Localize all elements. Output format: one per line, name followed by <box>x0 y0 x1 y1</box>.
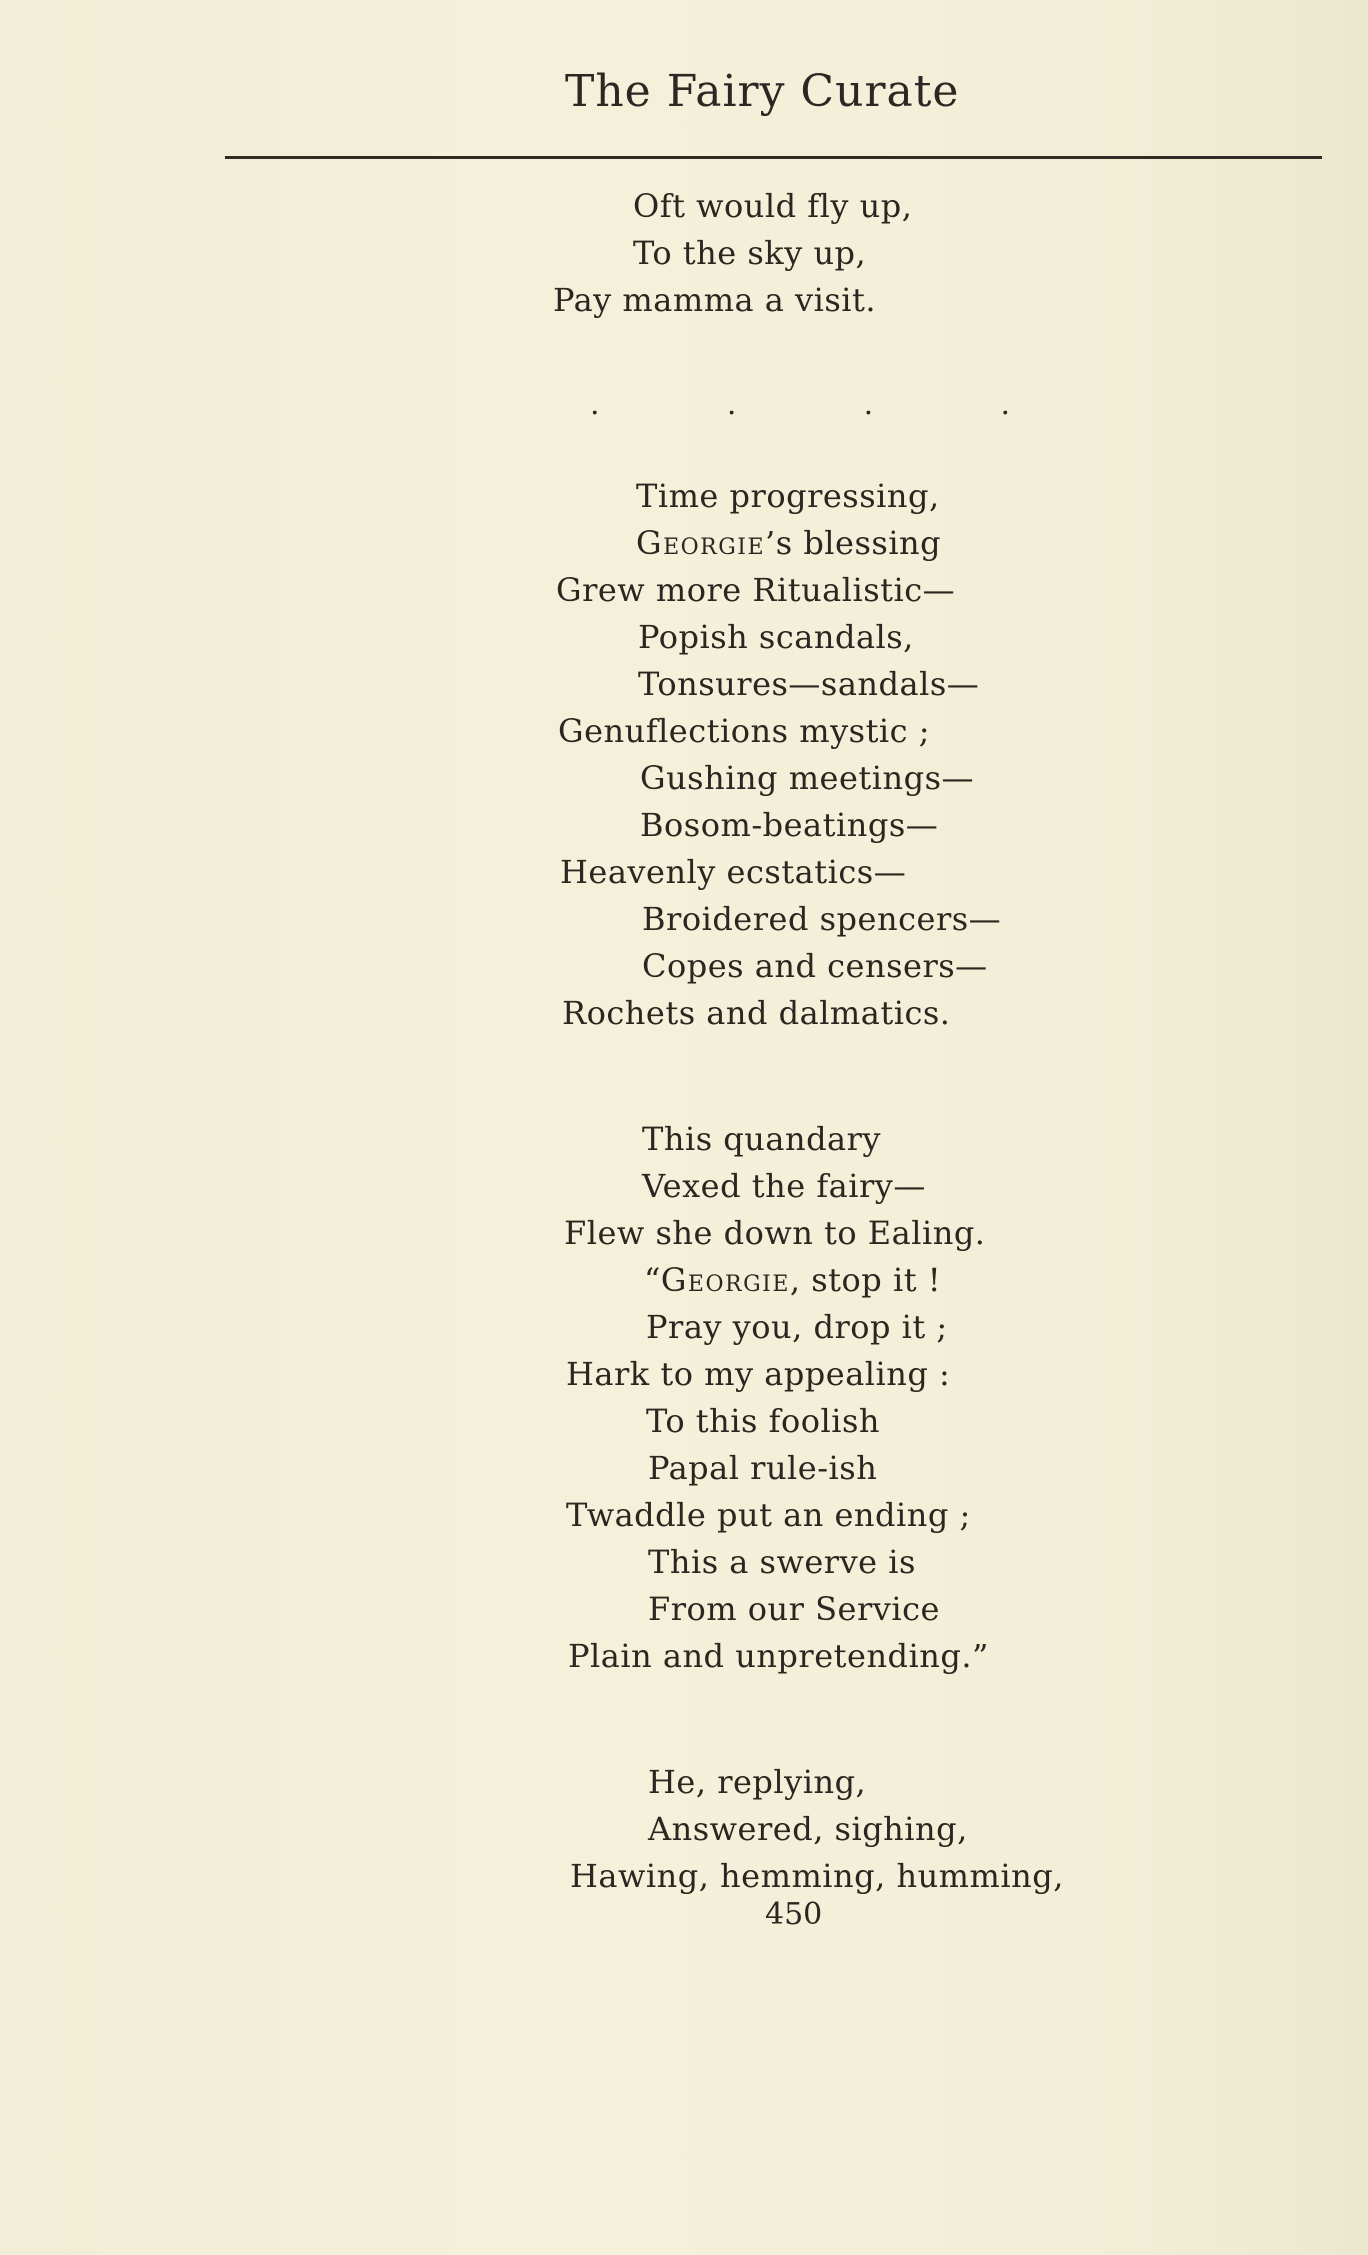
verse-line: Genuflections mystic ; <box>558 712 931 750</box>
page-number: 450 <box>765 1897 823 1932</box>
verse-line: He, replying, <box>648 1763 867 1801</box>
character-name: Georgie <box>660 1261 790 1299</box>
header-rule <box>225 156 1322 159</box>
verse-line: Broidered spencers— <box>642 900 1002 938</box>
verse-line: Copes and censers— <box>642 947 988 985</box>
verse-line: Hawing, hemming, humming, <box>570 1857 1064 1895</box>
verse-line: Oft would fly up, <box>633 187 913 225</box>
verse-line: To this foolish <box>646 1402 880 1440</box>
verse-line: Plain and unpretending.” <box>568 1637 989 1675</box>
verse-line: Gushing meetings— <box>640 759 975 797</box>
verse-line: From our Service <box>648 1590 940 1628</box>
verse-line: Answered, sighing, <box>648 1810 968 1848</box>
verse-line: Pay mamma a visit. <box>553 281 877 319</box>
verse-line: Twaddle put an ending ; <box>566 1496 971 1534</box>
verse-text: ’s blessing <box>765 524 942 562</box>
verse-text: , stop it ! <box>789 1261 942 1299</box>
ellipsis-dot: . <box>726 387 737 422</box>
verse-line: Grew more Ritualistic— <box>556 571 956 609</box>
character-name: Georgie <box>636 524 766 562</box>
ellipsis-dots <box>590 387 1010 422</box>
verse-line: Rochets and dalmatics. <box>562 994 951 1032</box>
verse-line: Heavenly ecstatics— <box>560 853 907 891</box>
running-title: The Fairy Curate <box>565 66 960 117</box>
verse-line: Time progressing, <box>636 477 940 515</box>
ellipsis-dot: . <box>863 387 874 422</box>
verse-line: This a swerve is <box>648 1543 916 1581</box>
verse-line: Tonsures—sandals— <box>638 665 980 703</box>
verse-line: To the sky up, <box>633 234 867 272</box>
verse-line: Pray you, drop it ; <box>646 1308 948 1346</box>
verse-line: Bosom-beatings— <box>640 806 939 844</box>
verse-line <box>644 1257 941 1304</box>
verse-line: Papal rule-ish <box>648 1449 878 1487</box>
verse-line <box>636 520 941 567</box>
verse-line: Hark to my appealing : <box>566 1355 951 1393</box>
ellipsis-dot: . <box>590 387 600 422</box>
ellipsis-dot: . <box>1000 387 1010 422</box>
verse-line: Popish scandals, <box>638 618 914 656</box>
open-quote: “ <box>644 1261 661 1299</box>
verse-line: Flew she down to Ealing. <box>564 1214 986 1252</box>
verse-line: Vexed the fairy— <box>642 1167 926 1205</box>
verse-line: This quandary <box>642 1120 881 1158</box>
